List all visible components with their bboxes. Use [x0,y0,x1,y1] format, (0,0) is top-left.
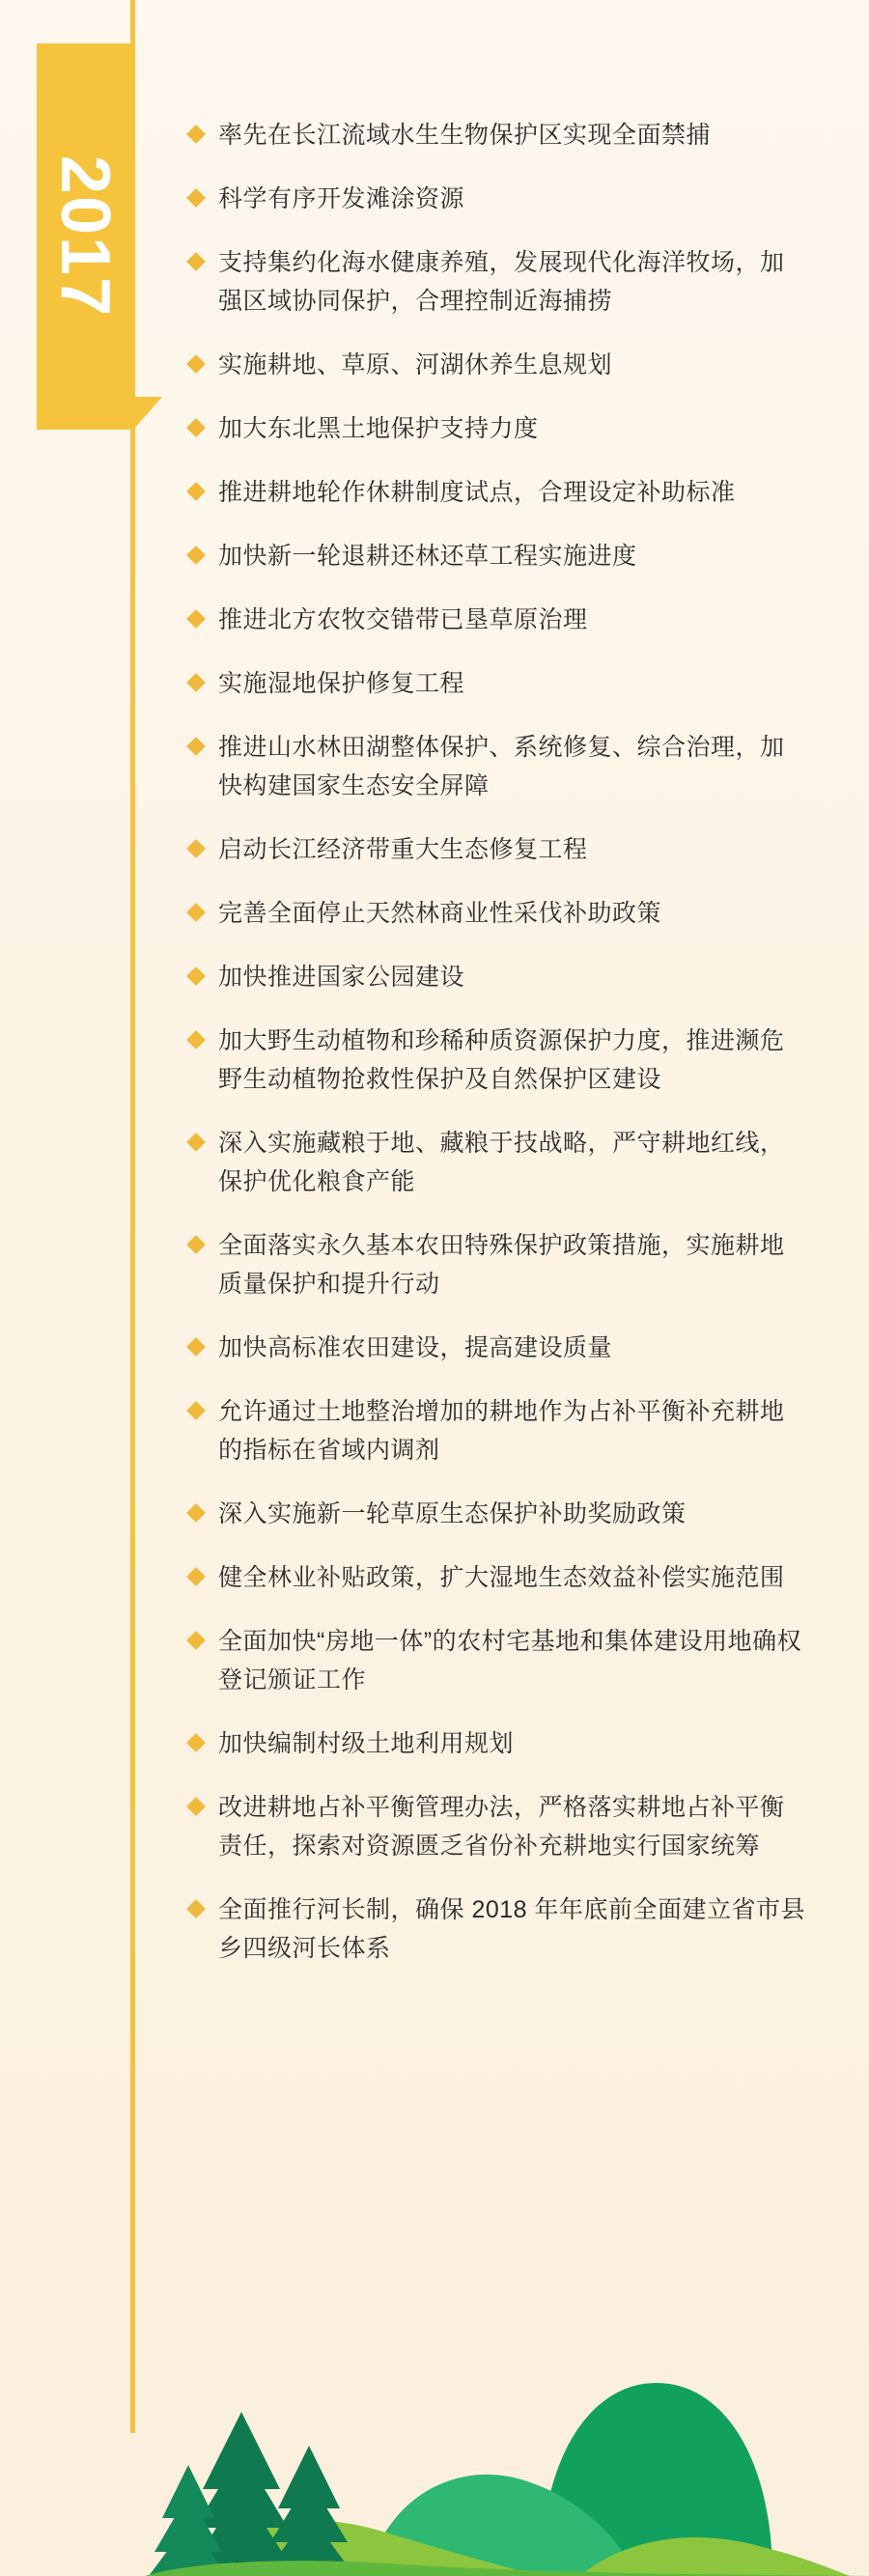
diamond-bullet-icon [186,737,206,756]
diamond-bullet-icon [186,1733,206,1752]
diamond-bullet-icon [186,609,206,629]
list-item [189,601,807,639]
list-item-text: 深入实施新一轮草原生态保护补助奖励政策 [218,1500,687,1527]
landscape-illustration [0,2344,869,2576]
diamond-bullet-icon [186,188,206,208]
diamond-bullet-icon [186,1030,206,1050]
list-item-text: 深入实施藏粮于地、藏粮于技战略，严守耕地红线，保护优化粮食产能 [218,1130,785,1195]
list-item [189,728,807,805]
list-item [189,894,807,933]
list-item [189,473,807,512]
diamond-bullet-icon [186,966,206,986]
list-item-text: 加大野生动植物和珍稀种质资源保护力度，推进濒危野生动植物抢救性保护及自然保护区建设 [218,1027,785,1093]
list-item-text: 率先在长江流域水生生物保护区实现全面禁捕 [218,122,712,149]
list-item-text: 支持集约化海水健康养殖，发展现代化海洋牧场，加强区域协同保护，合理控制近海捕捞 [218,249,785,315]
list-item-text: 科学有序开发滩涂资源 [218,185,465,212]
list-item-text: 加大东北黑土地保护支持力度 [218,415,539,442]
list-item [189,1558,807,1597]
diamond-bullet-icon [186,1337,206,1357]
year-tab-notch [133,397,162,430]
list-item-text: 实施湿地保护修复工程 [218,670,465,697]
list-item-text: 实施耕地、草原、河湖休养生息规划 [218,351,613,378]
list-item [189,180,807,218]
diamond-bullet-icon [186,354,206,374]
diamond-bullet-icon [186,1401,206,1420]
diamond-bullet-icon [186,903,206,922]
list-item [189,1392,807,1470]
list-item [189,958,807,996]
list-item [189,664,807,703]
list-item-text: 允许通过土地整治增加的耕地作为占补平衡补充耕地的指标在省域内调剂 [218,1398,785,1464]
list-item-text: 加快高标准农田建设，提高建设质量 [218,1334,613,1361]
list-item-text: 推进耕地轮作休耕制度试点，合理设定补助标准 [218,479,736,506]
list-item-text: 启动长江经济带重大生态修复工程 [218,836,588,863]
list-item-text: 加快推进国家公园建设 [218,964,465,991]
diamond-bullet-icon [186,839,206,858]
list-item-text: 健全林业补贴政策，扩大湿地生态效益补偿实施范围 [218,1564,785,1591]
diamond-bullet-icon [186,1567,206,1586]
diamond-bullet-icon [186,1133,206,1152]
list-item [189,1329,807,1367]
list-item-text: 完善全面停止天然林商业性采伐补助政策 [218,900,662,927]
list-item [189,1622,807,1699]
list-item-text: 改进耕地占补平衡管理办法，严格落实耕地占补平衡责任，探索对资源匮乏省份补充耕地实行国家统筹 [218,1794,785,1860]
list-item [189,409,807,448]
list-item-text: 加快编制村级土地利用规划 [218,1730,515,1757]
diamond-bullet-icon [186,546,206,565]
list-item [189,1124,807,1201]
list-item [189,537,807,575]
list-item-text: 推进北方农牧交错带已垦草原治理 [218,606,588,633]
diamond-bullet-icon [186,1235,206,1254]
diamond-bullet-icon [186,418,206,437]
list-item-text: 全面加快“房地一体”的农村宅基地和集体建设用地确权登记颁证工作 [218,1628,802,1694]
list-item-text: 推进山水林田湖整体保护、系统修复、综合治理，加快构建国家生态安全屏障 [218,734,785,799]
list-item [189,1890,807,1968]
list-item [189,1788,807,1865]
list-item-text: 加快新一轮退耕还林还草工程实施进度 [218,543,637,570]
year-label: 2017 [46,154,124,319]
list-item [189,1495,807,1533]
list-item [189,1226,807,1303]
diamond-bullet-icon [186,1503,206,1523]
diamond-bullet-icon [186,1899,206,1918]
list-item [189,830,807,869]
list-item-text: 全面推行河长制，确保 2018 年年底前全面建立省市县乡四级河长体系 [218,1896,806,1962]
diamond-bullet-icon [186,1631,206,1650]
list-item [189,243,807,321]
list-item [189,116,807,154]
bullet-list [189,116,807,1993]
list-item [189,1724,807,1763]
diamond-bullet-icon [186,482,206,501]
diamond-bullet-icon [186,125,206,144]
year-tab [37,43,133,430]
diamond-bullet-icon [186,673,206,692]
tree-icon [265,2446,353,2576]
list-item [189,346,807,384]
timeline-line [130,0,135,2433]
diamond-bullet-icon [186,252,206,271]
diamond-bullet-icon [186,1797,206,1816]
list-item-text: 全面落实永久基本农田特殊保护政策措施，实施耕地质量保护和提升行动 [218,1232,785,1298]
list-item [189,1022,807,1099]
